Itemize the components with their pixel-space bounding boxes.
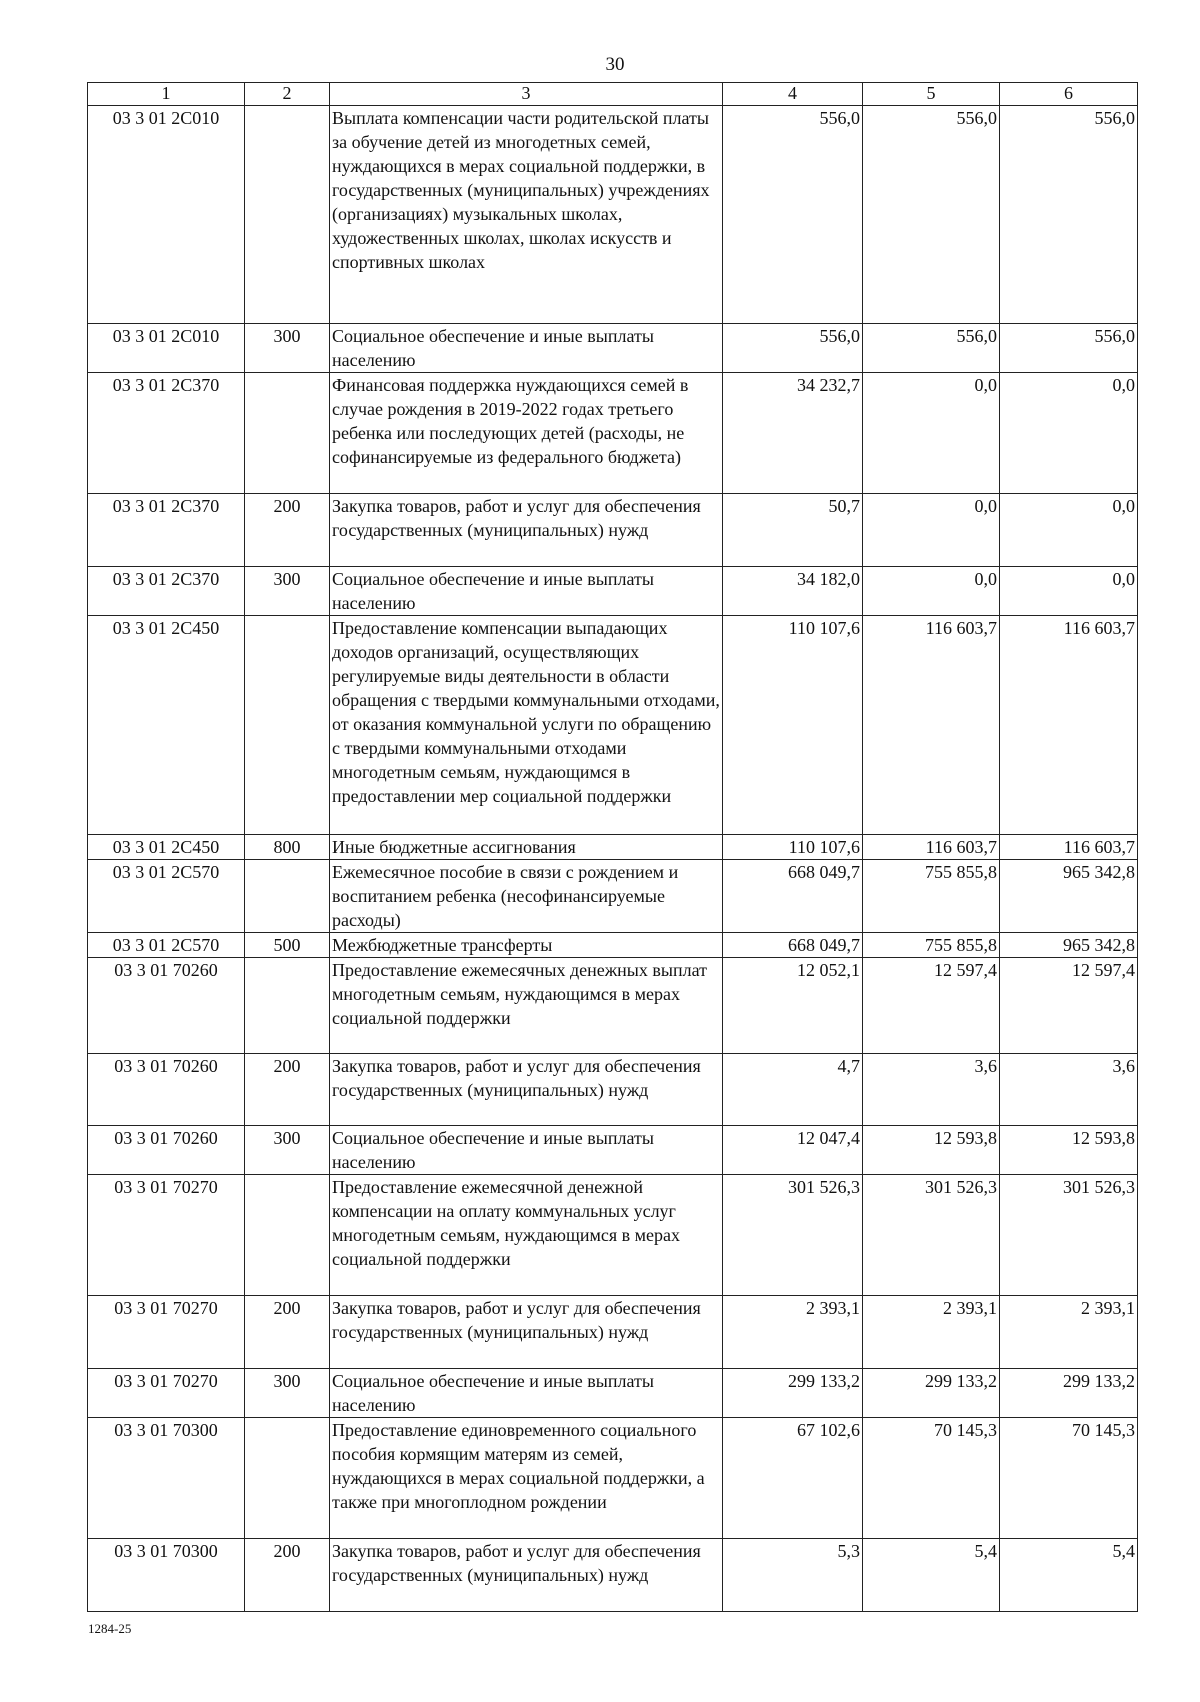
item-name: Социальное обеспечение и иные выплаты населению: [330, 324, 723, 373]
expense-type-code: 300: [245, 1369, 330, 1418]
amount-col6: 116 603,7: [1000, 616, 1138, 835]
amount-col6: 965 342,8: [1000, 933, 1138, 958]
item-name: Предоставление компенсации выпадающих доходов организаций, осуществляющих регулируемые виды деятельности в области обращения с твердыми коммунальными отходами, от оказания коммунальной услуги по обращению с твердыми коммунальными отходами многодетным семьям, нуждающимся в предоставлении мер социальной поддержки: [330, 616, 723, 835]
amount-col5: 2 393,1: [863, 1296, 1000, 1369]
target-item-code: 03 3 01 2С450: [88, 616, 245, 835]
item-name: Социальное обеспечение и иные выплаты населению: [330, 567, 723, 616]
target-item-code: 03 3 01 70270: [88, 1369, 245, 1418]
amount-col4: 2 393,1: [723, 1296, 863, 1369]
amount-col5: 0,0: [863, 373, 1000, 494]
item-name: Предоставление единовременного социального пособия кормящим матерям из семей, нуждающихся в мерах социальной поддержки, а также при многоплодном рождении: [330, 1418, 723, 1539]
column-header: 3: [330, 83, 723, 106]
amount-col6: 3,6: [1000, 1054, 1138, 1126]
amount-col5: 556,0: [863, 324, 1000, 373]
item-name: Предоставление ежемесячных денежных выплат многодетным семьям, нуждающимся в мерах социальной поддержки: [330, 958, 723, 1054]
table-row: [88, 1369, 1138, 1418]
amount-col6: 0,0: [1000, 373, 1138, 494]
amount-col5: 5,4: [863, 1539, 1000, 1612]
amount-col4: 34 232,7: [723, 373, 863, 494]
amount-col5: 301 526,3: [863, 1175, 1000, 1296]
table-row: [88, 373, 1138, 494]
amount-col4: 668 049,7: [723, 860, 863, 933]
target-item-code: 03 3 01 2С370: [88, 567, 245, 616]
item-name: Финансовая поддержка нуждающихся семей в случае рождения в 2019-2022 годах третьего ребенка или последующих детей (расходы, не софинансируемые из федерального бюджета): [330, 373, 723, 494]
amount-col6: 70 145,3: [1000, 1418, 1138, 1539]
amount-col4: 67 102,6: [723, 1418, 863, 1539]
table-row: [88, 1418, 1138, 1539]
column-header: 6: [1000, 83, 1138, 106]
expense-type-code: 200: [245, 1296, 330, 1369]
amount-col4: 34 182,0: [723, 567, 863, 616]
amount-col4: 12 052,1: [723, 958, 863, 1054]
amount-col5: 0,0: [863, 494, 1000, 567]
item-name: Иные бюджетные ассигнования: [330, 835, 723, 860]
target-item-code: 03 3 01 2С570: [88, 860, 245, 933]
expense-type-code: [245, 1175, 330, 1296]
target-item-code: 03 3 01 70270: [88, 1175, 245, 1296]
amount-col5: 12 593,8: [863, 1126, 1000, 1175]
page-number: 30: [605, 54, 625, 75]
amount-col4: 299 133,2: [723, 1369, 863, 1418]
expense-type-code: 800: [245, 835, 330, 860]
amount-col6: 116 603,7: [1000, 835, 1138, 860]
amount-col5: 755 855,8: [863, 933, 1000, 958]
column-header: 4: [723, 83, 863, 106]
expense-type-code: 200: [245, 1539, 330, 1612]
amount-col5: 755 855,8: [863, 860, 1000, 933]
target-item-code: 03 3 01 2С010: [88, 324, 245, 373]
item-name: Предоставление ежемесячной денежной компенсации на оплату коммунальных услуг многодетным семьям, нуждающимся в мерах социальной поддержки: [330, 1175, 723, 1296]
item-name: Межбюджетные трансферты: [330, 933, 723, 958]
amount-col6: 299 133,2: [1000, 1369, 1138, 1418]
table-row: [88, 494, 1138, 567]
expense-type-code: [245, 1418, 330, 1539]
target-item-code: 03 3 01 2С370: [88, 373, 245, 494]
column-header: 2: [245, 83, 330, 106]
header-row: [88, 83, 1138, 106]
item-name: Социальное обеспечение и иные выплаты населению: [330, 1126, 723, 1175]
target-item-code: 03 3 01 70260: [88, 1054, 245, 1126]
amount-col4: 12 047,4: [723, 1126, 863, 1175]
table-row: [88, 1175, 1138, 1296]
amount-col6: 12 593,8: [1000, 1126, 1138, 1175]
amount-col6: 965 342,8: [1000, 860, 1138, 933]
amount-col5: 3,6: [863, 1054, 1000, 1126]
expense-type-code: 500: [245, 933, 330, 958]
expense-type-code: 200: [245, 494, 330, 567]
amount-col4: 556,0: [723, 106, 863, 324]
target-item-code: 03 3 01 2С570: [88, 933, 245, 958]
table-row: [88, 1126, 1138, 1175]
column-header: 5: [863, 83, 1000, 106]
expense-type-code: [245, 958, 330, 1054]
amount-col6: 556,0: [1000, 324, 1138, 373]
expense-type-code: 300: [245, 324, 330, 373]
table-row: [88, 324, 1138, 373]
expense-type-code: 300: [245, 1126, 330, 1175]
expense-type-code: 300: [245, 567, 330, 616]
amount-col5: 116 603,7: [863, 616, 1000, 835]
amount-col4: 50,7: [723, 494, 863, 567]
item-name: Закупка товаров, работ и услуг для обеспечения государственных (муниципальных) нужд: [330, 1539, 723, 1612]
target-item-code: 03 3 01 2С370: [88, 494, 245, 567]
expense-type-code: [245, 106, 330, 324]
amount-col6: 0,0: [1000, 567, 1138, 616]
target-item-code: 03 3 01 70260: [88, 958, 245, 1054]
amount-col5: 116 603,7: [863, 835, 1000, 860]
target-item-code: 03 3 01 2С010: [88, 106, 245, 324]
table-row: [88, 1539, 1138, 1612]
item-name: Социальное обеспечение и иные выплаты населению: [330, 1369, 723, 1418]
table-row: [88, 860, 1138, 933]
amount-col4: 110 107,6: [723, 835, 863, 860]
column-header: 1: [88, 83, 245, 106]
item-name: Закупка товаров, работ и услуг для обеспечения государственных (муниципальных) нужд: [330, 1296, 723, 1369]
target-item-code: 03 3 01 70260: [88, 1126, 245, 1175]
amount-col6: 0,0: [1000, 494, 1138, 567]
target-item-code: 03 3 01 70270: [88, 1296, 245, 1369]
table-row: [88, 1054, 1138, 1126]
item-name: Закупка товаров, работ и услуг для обеспечения государственных (муниципальных) нужд: [330, 494, 723, 567]
amount-col4: 4,7: [723, 1054, 863, 1126]
amount-col6: 301 526,3: [1000, 1175, 1138, 1296]
expense-type-code: [245, 616, 330, 835]
expense-type-code: 200: [245, 1054, 330, 1126]
table-row: [88, 616, 1138, 835]
item-name: Закупка товаров, работ и услуг для обеспечения государственных (муниципальных) нужд: [330, 1054, 723, 1126]
document-code: 1284-25: [88, 1621, 132, 1636]
target-item-code: 03 3 01 70300: [88, 1539, 245, 1612]
amount-col6: 12 597,4: [1000, 958, 1138, 1054]
item-name: Ежемесячное пособие в связи с рождением и воспитанием ребенка (несофинансируемые расходы): [330, 860, 723, 933]
item-name: Выплата компенсации части родительской платы за обучение детей из многодетных семей, нуждающихся в мерах социальной поддержки, в государственных (муниципальных) учреждениях (организациях) музыкальных школах, художественных школах, школах искусств и спортивных школах: [330, 106, 723, 324]
amount-col6: 5,4: [1000, 1539, 1138, 1612]
table-row: [88, 567, 1138, 616]
expense-type-code: [245, 373, 330, 494]
amount-col4: 668 049,7: [723, 933, 863, 958]
target-item-code: 03 3 01 2С450: [88, 835, 245, 860]
table-row: [88, 1296, 1138, 1369]
amount-col5: 12 597,4: [863, 958, 1000, 1054]
amount-col5: 0,0: [863, 567, 1000, 616]
expense-type-code: [245, 860, 330, 933]
amount-col5: 299 133,2: [863, 1369, 1000, 1418]
table-row: [88, 835, 1138, 860]
budget-table: [87, 82, 1138, 1612]
amount-col6: 2 393,1: [1000, 1296, 1138, 1369]
amount-col5: 70 145,3: [863, 1418, 1000, 1539]
target-item-code: 03 3 01 70300: [88, 1418, 245, 1539]
table-row: [88, 933, 1138, 958]
amount-col4: 110 107,6: [723, 616, 863, 835]
amount-col6: 556,0: [1000, 106, 1138, 324]
table-row: [88, 106, 1138, 324]
amount-col4: 301 526,3: [723, 1175, 863, 1296]
table-row: [88, 958, 1138, 1054]
amount-col4: 5,3: [723, 1539, 863, 1612]
amount-col4: 556,0: [723, 324, 863, 373]
amount-col5: 556,0: [863, 106, 1000, 324]
